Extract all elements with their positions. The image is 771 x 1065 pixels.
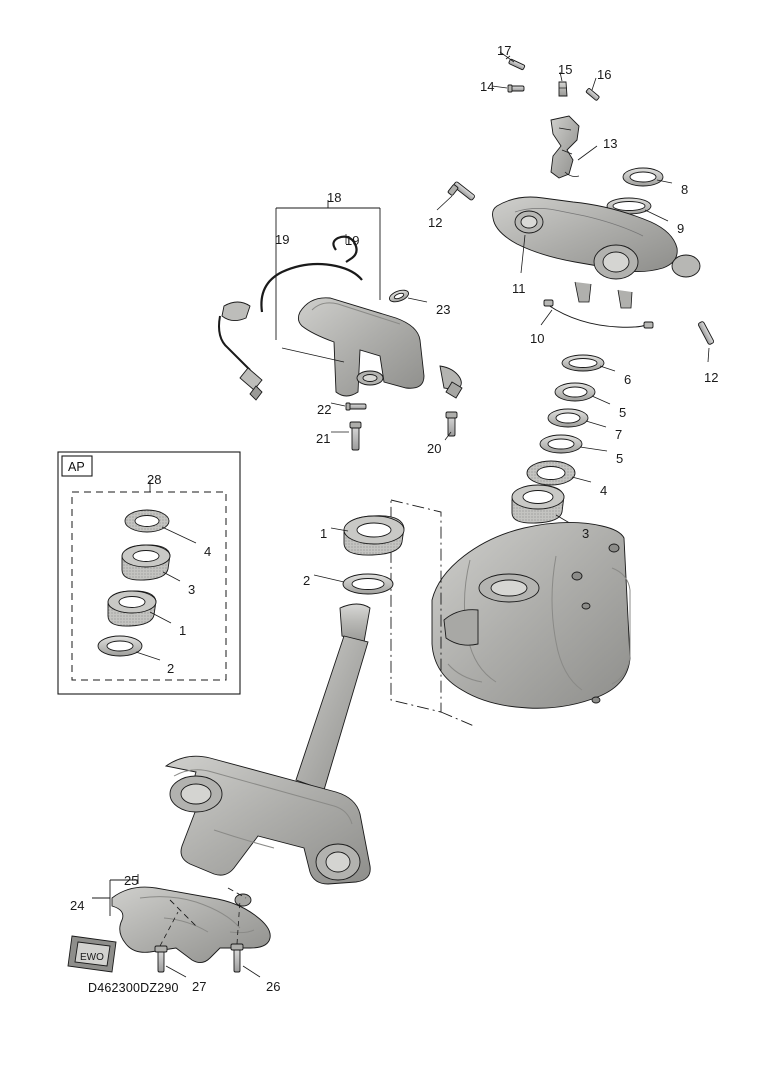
- callout-23: 23: [436, 302, 451, 317]
- callout-5: 5: [616, 451, 624, 466]
- part-5-ring-upper: [555, 383, 595, 401]
- part-21-bolt: [350, 422, 361, 450]
- callout-10: 10: [530, 331, 545, 346]
- callout-22: 22: [317, 402, 332, 417]
- callout-12: 12: [428, 215, 443, 230]
- inset-part-2-ring: [98, 636, 142, 656]
- part-12-bolt-right: [698, 321, 715, 345]
- part-8-ring: [623, 168, 663, 186]
- part-6-ring: [562, 355, 604, 371]
- part-12-bolt-left: [448, 181, 476, 201]
- part-26-screw: [231, 944, 243, 972]
- callout-11: 11: [512, 281, 526, 296]
- warning-decal-text: EWO: [80, 952, 104, 963]
- callout-8: 8: [681, 182, 689, 197]
- callout-15: 15: [558, 62, 573, 77]
- part-5-ring-lower: [540, 435, 582, 453]
- part-16-bolt: [586, 88, 600, 101]
- part-20-bolt: [446, 412, 457, 436]
- callout-3: 3: [188, 582, 196, 597]
- part-2-ring: [343, 574, 393, 594]
- callout-4: 4: [600, 483, 608, 498]
- callout-27: 27: [192, 979, 207, 994]
- part-1-bearing: [344, 516, 404, 555]
- part-4-bearing: [527, 461, 575, 485]
- callout-2: 2: [303, 573, 311, 588]
- callout-18: 18: [327, 190, 342, 205]
- callout-19: 19: [275, 232, 290, 247]
- callout-26: 26: [266, 979, 281, 994]
- callout-21: 21: [316, 431, 331, 446]
- callout-20: 20: [427, 441, 442, 456]
- callout-28: 28: [147, 472, 162, 487]
- part-25-lower-cover: [112, 887, 270, 962]
- part-code-label: D462300DZ290: [88, 981, 179, 995]
- inset-part-4-bearing: [125, 510, 169, 532]
- part-23-ring: [388, 288, 410, 304]
- part-14-bolt: [508, 85, 524, 92]
- part-13-bracket: [551, 116, 579, 178]
- part-27-screw: [155, 946, 167, 972]
- callout-13: 13: [603, 136, 618, 151]
- callout-7: 7: [615, 427, 623, 442]
- callout-16: 16: [597, 67, 612, 82]
- callout-24: 24: [70, 898, 85, 913]
- callout-19: 19: [345, 233, 360, 248]
- callout-9: 9: [677, 221, 685, 236]
- inset-part-1-bearing: [108, 591, 156, 626]
- callout-12: 12: [704, 370, 719, 385]
- callout-6: 6: [624, 372, 632, 387]
- callout-4: 4: [204, 544, 212, 559]
- callout-2: 2: [167, 661, 175, 676]
- callout-14: 14: [480, 79, 495, 94]
- part-7-ring: [548, 409, 588, 427]
- frame-head-assembly: [432, 522, 630, 708]
- callout-5: 5: [619, 405, 627, 420]
- callout-17: 17: [497, 43, 512, 58]
- part-3-bearing-race: [512, 485, 564, 523]
- warning-decal: [68, 936, 116, 972]
- inset-box-label: AP: [68, 460, 85, 474]
- callout-1: 1: [179, 623, 187, 638]
- inset-part-3-race: [122, 545, 170, 580]
- callout-3: 3: [582, 526, 590, 541]
- callout-1: 1: [320, 526, 328, 541]
- part-10-wire: [544, 300, 653, 328]
- part-15-clip: [559, 82, 567, 96]
- callout-25: 25: [124, 873, 139, 888]
- part-22-bolt: [346, 403, 366, 410]
